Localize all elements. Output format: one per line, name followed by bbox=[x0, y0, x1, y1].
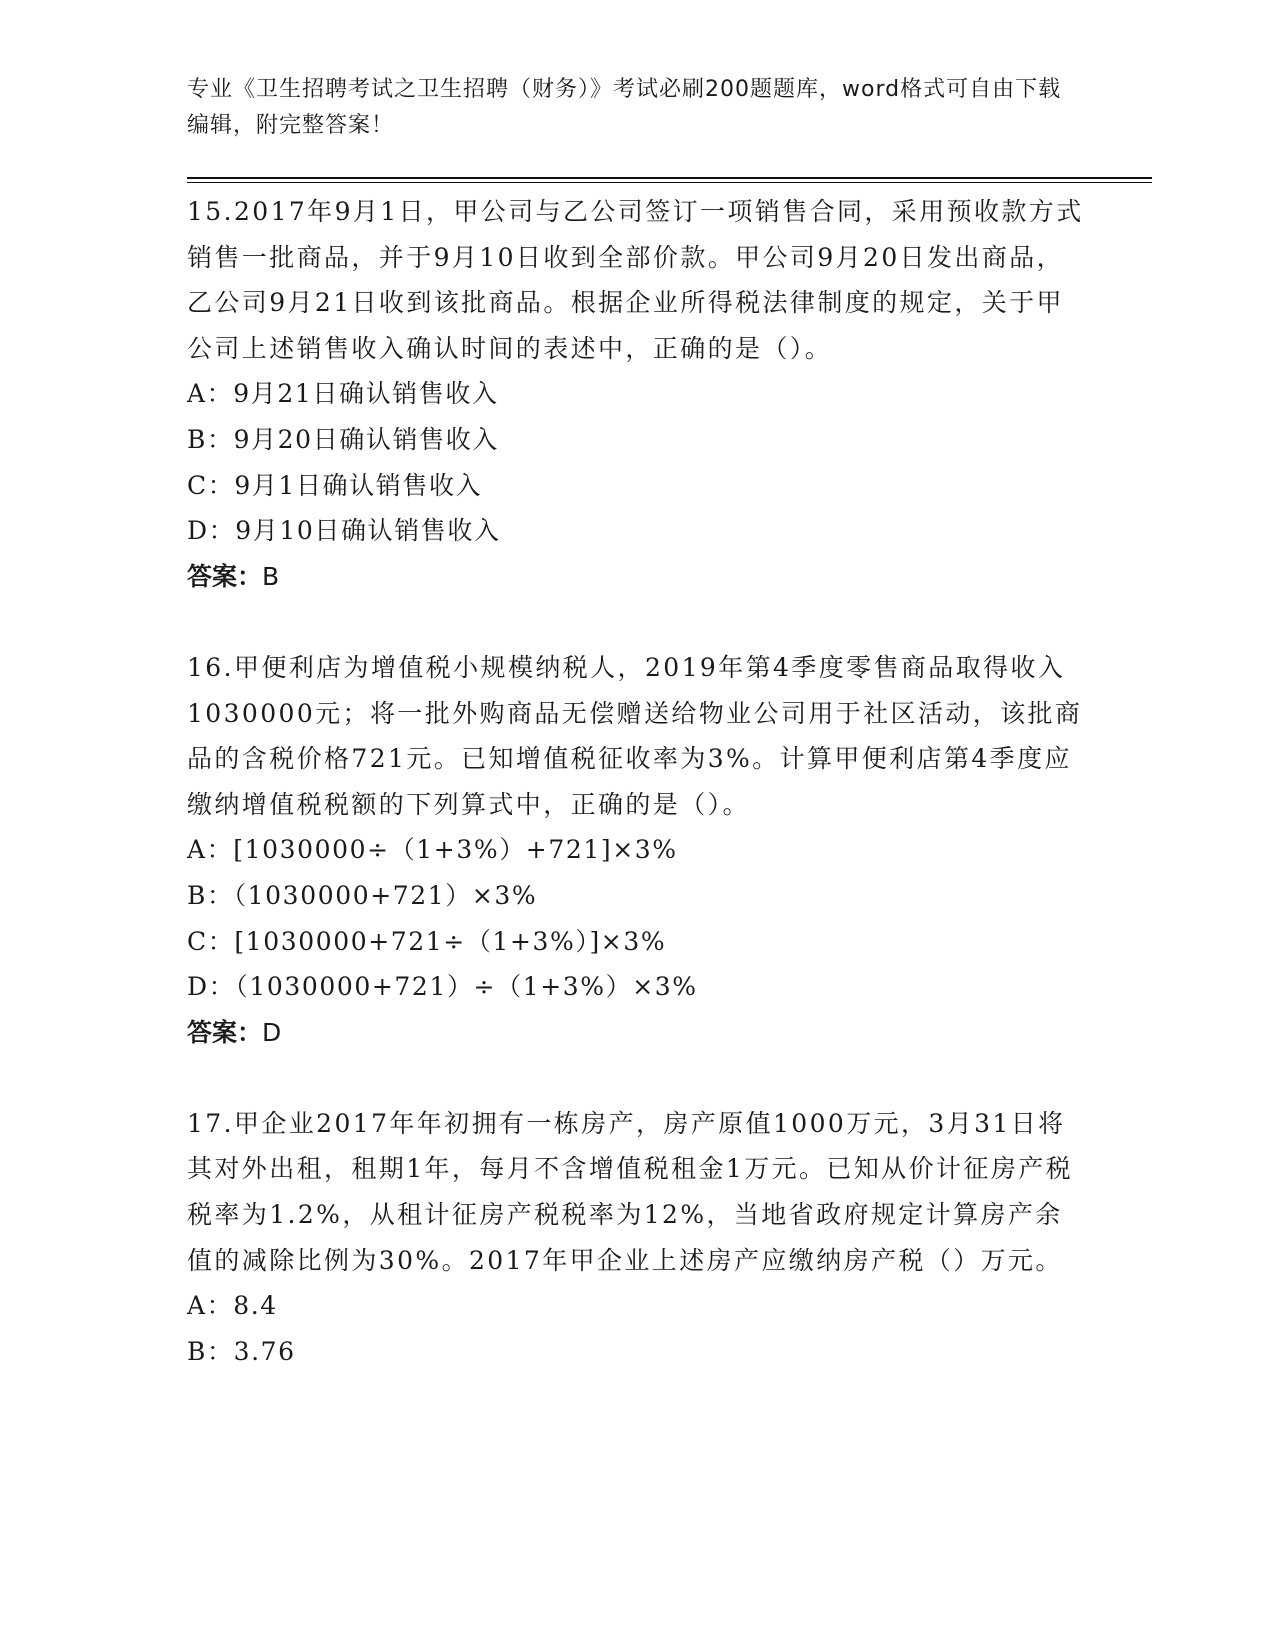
question-stem: 17.甲企业2017年年初拥有一栋房产，房产原值1000万元，3月31日将其对外出租，租期1年，每月不含增值税租金1万元。已知从价计征房产税税率为1.2%，从租计征房产税税率为12%，当地省政府规定计算房产余值的减除比例为30%。2017年甲企业上述房产应缴纳房产税（）万元。 bbox=[187, 1108, 1074, 1275]
question-stem: 15.2017年9月1日，甲公司与乙公司签订一项销售合同，采用预收款方式销售一批商品，并于9月10日收到全部价款。甲公司9月20日发出商品，乙公司9月21日收到该批商品。根据企业所得税法律制度的规定，关于甲公司上述销售收入确认时间的表述中，正确的是（）。 bbox=[187, 197, 1084, 363]
answer-value: B bbox=[262, 561, 280, 591]
option-b: B：3.76 bbox=[187, 1336, 296, 1366]
header-rule-thin bbox=[187, 182, 1152, 183]
document-header: 专业《卫生招聘考试之卫生招聘（财务）》考试必刷200题题库，word格式可自由下载编辑，附完整答案！ bbox=[187, 77, 1062, 138]
question-15 bbox=[187, 189, 1087, 599]
question-17 bbox=[187, 1101, 1087, 1375]
question-gap bbox=[187, 599, 1087, 645]
option-d: D：9月10日确认销售收入 bbox=[187, 516, 501, 546]
option-a: A：8.4 bbox=[187, 1291, 278, 1321]
header-rule-thick bbox=[187, 177, 1152, 179]
option-a: A：[1030000÷（1+3%）+721]×3% bbox=[187, 835, 678, 865]
answer-label: 答案： bbox=[187, 1017, 263, 1047]
option-c: C：[1030000+721÷（1+3%）]×3% bbox=[187, 926, 667, 956]
option-b: B：9月20日确认销售收入 bbox=[187, 424, 499, 454]
question-stem: 16.甲便利店为增值税小规模纳税人，2019年第4季度零售商品取得收入1030000元；将一批外购商品无偿赠送给物业公司用于社区活动，该批商品的含税价格721元。已知增值税征收率为3%。计算甲便利店第4季度应缴纳增值税税额的下列算式中，正确的是（）。 bbox=[187, 652, 1083, 819]
question-list bbox=[187, 189, 1087, 1374]
question-16 bbox=[187, 645, 1087, 1055]
answer-value: D bbox=[262, 1017, 282, 1047]
option-c: C：9月1日确认销售收入 bbox=[187, 470, 483, 500]
answer-label: 答案： bbox=[187, 561, 263, 591]
question-gap bbox=[187, 1055, 1087, 1101]
option-a: A：9月21日确认销售收入 bbox=[187, 379, 499, 409]
option-b: B：（1030000+721）×3% bbox=[187, 880, 538, 910]
answer-line bbox=[187, 554, 1087, 600]
answer-line bbox=[187, 1010, 1087, 1056]
option-d: D：（1030000+721）÷（1+3%）×3% bbox=[187, 972, 698, 1002]
